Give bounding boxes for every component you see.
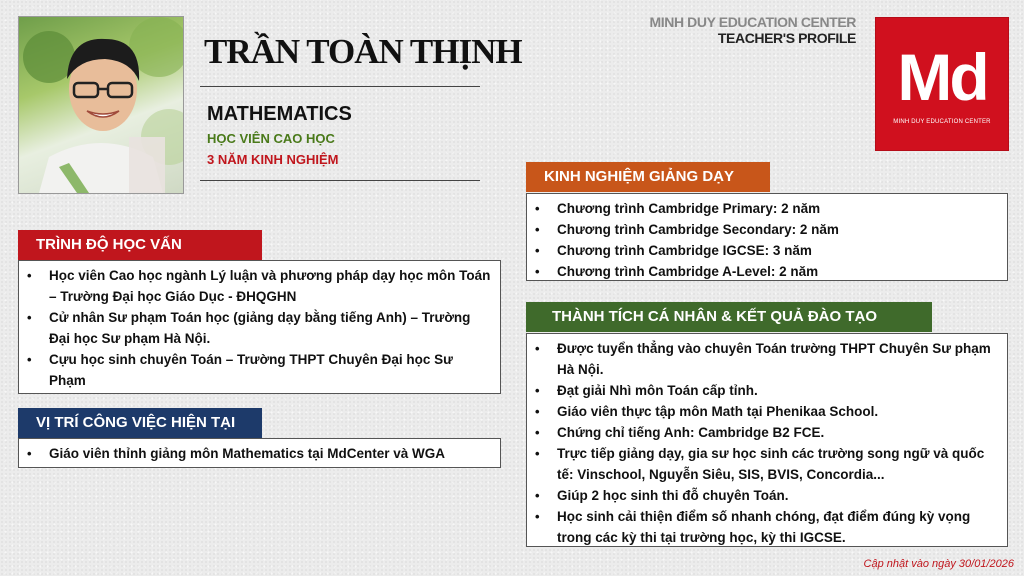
center-logo xyxy=(876,18,1008,150)
achievement-item: • Học sinh cải thiện điểm số nhanh chóng, đạt điểm đúng kỳ vọng trong các kỳ thi tại trường học, kỳ thi IGCSE. xyxy=(557,506,999,548)
teaching-experience-heading: KINH NGHIỆM GIẢNG DẠY xyxy=(526,162,770,192)
current-position-item: • Giáo viên thỉnh giảng môn Mathematics tại MdCenter và WGA xyxy=(49,443,492,464)
teacher-experience: 3 NĂM KINH NGHIỆM xyxy=(207,152,339,167)
center-name: MINH DUY EDUCATION CENTER xyxy=(649,14,856,30)
achievements-list xyxy=(527,338,1007,548)
teacher-name: TRẦN TOÀN THỊNH xyxy=(204,32,522,71)
achievement-item: • Giúp 2 học sinh thi đỗ chuyên Toán. xyxy=(557,485,999,506)
teacher-title: HỌC VIÊN CAO HỌC xyxy=(207,131,335,146)
education-heading: TRÌNH ĐỘ HỌC VẤN xyxy=(18,230,262,260)
teaching-experience-box xyxy=(526,193,1008,281)
education-list xyxy=(19,265,500,391)
achievements-heading: THÀNH TÍCH CÁ NHÂN & KẾT QUẢ ĐÀO TẠO xyxy=(526,302,932,332)
education-item: • Cựu học sinh chuyên Toán – Trường THPT Chuyên Đại học Sư Phạm xyxy=(49,349,492,391)
teaching-experience-item: • Chương trình Cambridge Primary: 2 năm xyxy=(557,198,999,219)
current-position-heading: VỊ TRÍ CÔNG VIỆC HIỆN TẠI xyxy=(18,408,262,438)
profile-label: TEACHER'S PROFILE xyxy=(717,30,856,46)
achievement-item: • Giáo viên thực tập môn Math tại Phenikaa School. xyxy=(557,401,999,422)
teaching-experience-item: • Chương trình Cambridge A-Level: 2 năm xyxy=(557,261,999,282)
update-date: Cập nhật vào ngày 30/01/2026 xyxy=(863,558,1014,570)
achievement-item: • Đạt giải Nhì môn Toán cấp tỉnh. xyxy=(557,380,999,401)
logo-text: MINH DUY EDUCATION CENTER xyxy=(893,119,991,125)
teacher-subject: MATHEMATICS xyxy=(207,103,352,125)
achievement-item: • Được tuyển thẳng vào chuyên Toán trường THPT Chuyên Sư phạm Hà Nội. xyxy=(557,338,999,380)
education-item: • Cử nhân Sư phạm Toán học (giảng dạy bằng tiếng Anh) – Trường Đại học Sư phạm Hà Nội. xyxy=(49,307,492,349)
current-position-box xyxy=(18,438,501,468)
current-position-list xyxy=(19,443,500,464)
achievement-item: • Trực tiếp giảng dạy, gia sư học sinh các trường song ngữ và quốc tế: Vinschool, Nguyễn Siêu, SIS, BVIS, Concordia... xyxy=(557,443,999,485)
teacher-portrait-illustration xyxy=(19,17,183,193)
teaching-experience-list xyxy=(527,198,1007,282)
education-item: • Học viên Cao học ngành Lý luận và phương pháp dạy học môn Toán – Trường Đại học Giáo Dục - ĐHQGHN xyxy=(49,265,492,307)
education-box xyxy=(18,260,501,394)
achievements-box xyxy=(526,333,1008,547)
logo-mark: Md xyxy=(897,40,987,114)
subject-divider xyxy=(200,180,480,181)
teacher-photo xyxy=(18,16,184,194)
teaching-experience-item: • Chương trình Cambridge IGCSE: 3 năm xyxy=(557,240,999,261)
achievement-item: • Chứng chỉ tiếng Anh: Cambridge B2 FCE. xyxy=(557,422,999,443)
teaching-experience-item: • Chương trình Cambridge Secondary: 2 năm xyxy=(557,219,999,240)
name-divider xyxy=(200,86,480,87)
